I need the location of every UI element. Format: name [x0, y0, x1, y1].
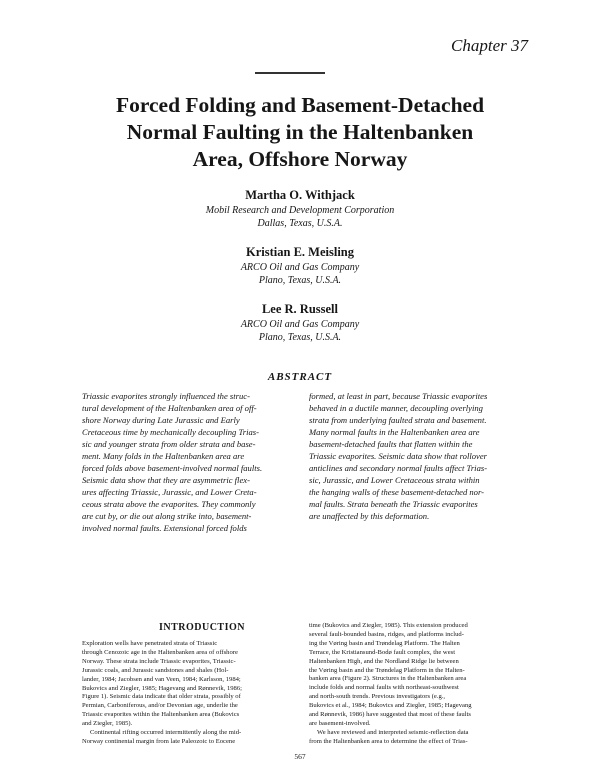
body-line: are basement-involved. — [309, 719, 371, 727]
body-line: Haltenbanken High, and the Nordland Ridge lie between — [309, 657, 459, 665]
body-line: Exploration wells have penetrated strata of Triassic — [82, 640, 218, 647]
body-line: and Rønnevik, 1986) have suggested that most of these faults — [309, 711, 471, 719]
title-line: Area, Offshore Norway — [192, 147, 408, 171]
body-line: Norway. These strata include Triassic evaporites, Triassic- — [82, 657, 236, 665]
author-name: Kristian E. Meisling — [246, 245, 354, 259]
body-line: time (Bukovics and Ziegler, 1985). This extension produced — [309, 622, 468, 629]
abstract-line: are cut by, or die out along strike into, basement- — [82, 511, 252, 521]
section-heading: INTRODUCTION — [158, 622, 245, 633]
abstract-line: anticlines and secondary normal faults affect Trias- — [309, 463, 488, 473]
abstract-line: ment. Many folds in the Haltenbanken area are — [82, 451, 245, 461]
body-line: and Ziegler, 1985). — [82, 720, 133, 728]
page-number: 567 — [294, 752, 306, 761]
abstract-right-column — [309, 390, 531, 522]
abstract-line: tural development of the Haltenbanken area of off- — [82, 403, 257, 413]
body-line: several fault-bounded basins, ridges, and platforms includ- — [309, 630, 464, 638]
body-line: Figure 1). Seismic data indicate that older strata, possibly of — [82, 693, 241, 701]
abstract-line: Triassic evaporites. Seismic data show that rollover — [309, 451, 487, 461]
author-location: Plano, Texas, U.S.A. — [258, 331, 342, 343]
body-line: Bukovics and Ziegler, 1985; Hagevang and Rønnevik, 1986; — [82, 684, 242, 692]
body-line: include folds and normal faults with northeast-southwest — [309, 684, 459, 692]
body-line: Norway continental margin from late Paleozoic to Eocene — [82, 737, 236, 745]
abstract-line: formed, at least in part, because Triassic evaporites — [309, 391, 488, 401]
abstract-line: involved normal faults. Extensional forced folds — [82, 523, 247, 533]
abstract-line: sic, Jurassic, and Lower Cretaceous strata within — [309, 475, 480, 485]
abstract-line: Triassic evaporites strongly influenced the struc- — [82, 391, 250, 401]
title-line: Normal Faulting in the Haltenbanken — [126, 120, 474, 144]
abstract-line: Seismic data show that they are asymmetric flex- — [82, 475, 250, 485]
body-line: banken area (Figure 2). Structures in the Haltenbanken area — [309, 675, 467, 683]
body-line: We have reviewed and interpreted seismic-reflection data — [317, 728, 469, 736]
abstract-line: Many normal faults in the Haltenbanken area are — [309, 427, 480, 437]
intro-left-column — [82, 640, 302, 747]
abstract-line: strata from underlying faulted strata and basement. — [309, 415, 487, 425]
chapter-rule — [255, 72, 325, 74]
author-block — [100, 189, 500, 230]
author-name: Martha O. Withjack — [245, 188, 355, 202]
abstract-line: are unaffected by this deformation. — [309, 511, 430, 521]
author-affiliation: Mobil Research and Development Corporation — [205, 205, 395, 216]
abstract-heading: ABSTRACT — [267, 371, 333, 383]
body-line: the Vøring basin and the Trøndelag Platform in the Halten- — [309, 666, 465, 674]
body-line: Continental rifting occurred intermittently along the mid- — [90, 729, 242, 737]
abstract-line: the hanging walls of these basement-detached nor- — [309, 487, 485, 497]
body-line: Jurassic coals, and Jurassic sandstones and shales (Hol- — [82, 666, 229, 674]
intro-right-column — [309, 622, 529, 747]
abstract-line: basement-detached faults that flatten within the — [309, 439, 473, 449]
body-line: through Cenozoic age in the Haltenbanken area of offshore — [82, 648, 238, 656]
body-line: Bukovics et al., 1984; Bukovics and Ziegler, 1985; Hagevang — [309, 702, 472, 710]
abstract-line: ures affecting Triassic, Jurassic, and Lower Creta- — [82, 487, 257, 497]
abstract-line: Cretaceous time by mechanically decoupling Trias- — [82, 427, 260, 437]
abstract-line: shore Norway during Late Jurassic and Early — [82, 415, 240, 425]
author-block — [100, 246, 500, 287]
author-affiliation: ARCO Oil and Gas Company — [240, 319, 360, 330]
abstract-line: behaved in a ductile manner, decoupling overlying — [309, 403, 483, 413]
body-line: from the Haltenbanken area to determine the effect of Trias- — [309, 737, 468, 745]
title-line: Forced Folding and Basement-Detached — [115, 93, 485, 117]
body-line: Triassic evaporites within the Haltenbanken area (Bukovics — [82, 711, 240, 719]
abstract-line: forced folds above basement-involved normal faults. — [82, 463, 263, 473]
body-line: lander, 1984; Jacobsen and van Veen, 1984; Karlsson, 1984; — [82, 675, 241, 683]
author-location: Plano, Texas, U.S.A. — [258, 274, 342, 286]
abstract-line: ceous strata above the evaporites. They commonly — [82, 499, 256, 509]
chapter-label: Chapter 37 — [451, 36, 528, 55]
body-line: Terrace, the Kristiansund-Bodø fault complex, the west — [309, 648, 456, 656]
author-affiliation: ARCO Oil and Gas Company — [240, 262, 360, 273]
author-block — [100, 303, 500, 344]
body-line: Permian, Carboniferous, and/or Devonian age, underlie the — [82, 702, 238, 710]
abstract-left-column — [82, 390, 304, 534]
author-location: Dallas, Texas, U.S.A. — [257, 217, 343, 229]
author-name: Lee R. Russell — [261, 302, 339, 316]
body-line: and north-south trends. Previous investigators (e.g., — [309, 693, 446, 701]
abstract-line: sic and younger strata from older strata and base- — [82, 439, 256, 449]
paper-title — [60, 92, 540, 173]
body-line: ing the Vøring basin and Trøndelag Platform. The Halten — [309, 639, 460, 647]
abstract-line: mal faults. Strata beneath the Triassic evaporites — [309, 499, 478, 509]
